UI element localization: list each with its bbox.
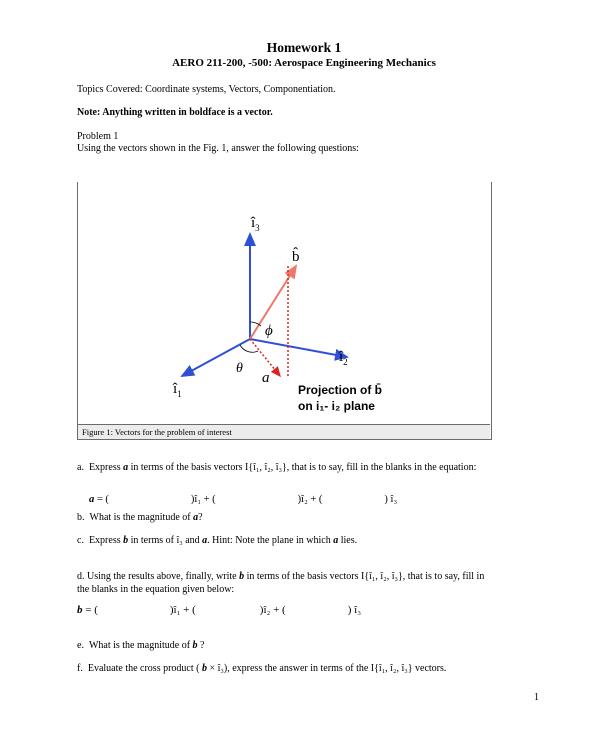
question-c: c. Express b in terms of î₃ and a. Hint: Note the plane in which a lies.	[77, 535, 358, 546]
figure-caption: Figure 1: Vectors for the problem of interest	[78, 424, 490, 439]
label-i2: $î_2$	[339, 349, 348, 367]
boldface-note: Note: Anything written in boldface is a vector.	[77, 107, 273, 118]
page-number: 1	[534, 692, 539, 703]
topics-covered: Topics Covered: Coordinate systems, Vectors, Componentiation.	[77, 84, 336, 95]
question-d-line2: the blanks in the equation given below:	[77, 584, 235, 595]
course-subtitle: AERO 211-200, -500: Aerospace Engineering Mechanics	[172, 57, 436, 69]
projection-label-line1: Projection of b̄	[298, 383, 382, 397]
problem-label: Problem 1	[77, 131, 119, 142]
vector-b	[250, 266, 296, 339]
label-i3: $î_3$	[251, 215, 260, 233]
vector-figure	[77, 182, 491, 424]
label-theta: θ	[236, 361, 243, 376]
equation-d: b = ( )î₁ + ( )î₂ + ( ) î₃	[77, 604, 362, 616]
label-i1: $î_1$	[173, 381, 182, 399]
problem-text: Using the vectors shown in the Fig. 1, answer the following questions:	[77, 143, 359, 154]
axis-i2	[250, 339, 347, 357]
page-title: Homework 1	[266, 40, 342, 55]
label-a-vec: a⃗	[262, 370, 282, 386]
projection-label-line2: on i₁- i₂ plane	[298, 399, 375, 413]
label-phi: ϕ	[265, 323, 273, 339]
question-e: e. What is the magnitude of b ?	[77, 640, 205, 651]
question-a: a. Express a in terms of the basis vectors I{î₁, î₂, î₃}, that is to say, fill in the blanks in the equation:	[77, 462, 477, 473]
question-b: b. What is the magnitude of a?	[77, 512, 203, 523]
label-b-hat: b̂	[292, 249, 300, 265]
question-d: d. Using the results above, finally, write b in terms of the basis vectors I{î₁, î₂, î₃}, that is to say, fill in	[77, 571, 485, 582]
equation-a: a = ( )î₁ + ( )î₂ + ( ) î₃	[89, 494, 398, 505]
question-f: f. Evaluate the cross product ( b × î₃), express the answer in terms of the I{î₁, î₂, î₃} vectors.	[77, 663, 447, 674]
